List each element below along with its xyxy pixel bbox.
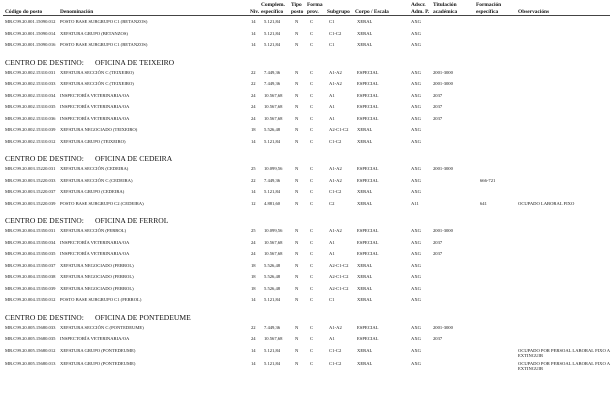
table-row — [0, 263, 614, 273]
cell-comp: 10.567,68 — [264, 104, 283, 109]
cell-adscr: AXG — [411, 239, 421, 245]
header-observacions: Observacións — [518, 9, 550, 15]
cell-level: 14 — [251, 30, 256, 36]
cell-comp: 10.099,56 — [264, 166, 283, 171]
cell-subgrupo: C1 — [329, 42, 335, 47]
cell-forma: C — [310, 285, 314, 291]
cell-name: XEFATURA SECCIÓN (CEDEIRA) — [60, 166, 129, 171]
header-name: Denominación — [60, 9, 94, 15]
table-row — [0, 42, 614, 52]
header-titulacion: académica — [433, 9, 458, 15]
cell-level: 22 — [251, 81, 256, 86]
cell-subgrupo: C1-C2 — [329, 189, 342, 194]
cell-tipo: N — [295, 297, 299, 302]
cell-code: MR.C99.20.003.15220.039 — [5, 200, 56, 206]
cell-name: XEFATURA NEGOCIADO (FERROL) — [60, 262, 134, 268]
cell-corpo: XERAL — [357, 200, 373, 206]
table-row — [0, 70, 614, 80]
cell-tipo: N — [295, 42, 299, 47]
oficina-name: OFICINA DE CEDEIRA — [95, 154, 173, 163]
cell-name: XEFATURA GRUPO (PONTEDEUME) — [60, 347, 136, 353]
header-adscr-top: Adscr. — [411, 2, 426, 8]
cell-comp: 5.526,48 — [264, 127, 281, 132]
cell-titulacion: 2001-3000 — [433, 228, 453, 233]
cell-tipo: N — [295, 127, 299, 132]
cell-corpo: ESPECIAL — [357, 228, 379, 233]
cell-name: POSTO BASE SUBGRUPO C1 (BETANZOS) — [60, 19, 148, 24]
cell-titulacion: 2001-3000 — [433, 166, 453, 171]
table-row — [0, 127, 614, 137]
cell-corpo: XERAL — [357, 30, 373, 36]
cell-level: 24 — [251, 336, 256, 341]
cell-corpo: ESPECIAL — [357, 81, 379, 86]
table-row — [0, 189, 614, 199]
cell-titulacion: 2037 — [433, 251, 443, 256]
cell-tipo: N — [295, 200, 299, 206]
cell-comp: 10.567,68 — [264, 336, 283, 341]
header-comp: específico — [261, 9, 284, 15]
cell-tipo: N — [295, 251, 299, 256]
cell-comp: 7.449,36 — [264, 69, 281, 75]
cell-corpo: ESPECIAL — [357, 115, 379, 121]
table-row — [0, 19, 614, 29]
table-row — [0, 31, 614, 41]
cell-code: MR.C99.20.002.15310.039 — [5, 127, 56, 132]
cell-obs: OCUPADO LABORAL FIXO — [518, 200, 575, 206]
centro-label: CENTRO DE DESTINO: — [5, 57, 84, 67]
centro-de-destino-heading — [5, 58, 605, 68]
table-row — [0, 336, 614, 346]
cell-subgrupo: C1-C2 — [329, 138, 342, 144]
cell-adscr: AXG — [411, 336, 421, 341]
cell-adscr: AXG — [411, 189, 421, 194]
cell-level: 14 — [251, 138, 256, 144]
cell-code: MR.C99.20.003.15220.033 — [5, 177, 56, 183]
cell-comp: 5.121,84 — [264, 19, 281, 24]
header-corpo: Corpo / Escala — [355, 9, 389, 15]
cell-subgrupo: A1 — [329, 104, 335, 109]
cell-tipo: N — [295, 360, 299, 366]
table-row — [0, 81, 614, 91]
header-rule — [3, 15, 610, 16]
cell-comp: 4.881,60 — [264, 200, 281, 206]
centro-label: CENTRO DE DESTINO: — [5, 154, 84, 163]
cell-name: XEFATURA NEGOCIADO (FERROL) — [60, 274, 134, 279]
cell-code: MR.C99.20.002.15310.033 — [5, 81, 56, 86]
cell-corpo: ESPECIAL — [357, 69, 379, 75]
cell-level: 14 — [251, 360, 256, 366]
cell-level: 14 — [251, 19, 256, 24]
header-formacion: específica — [476, 9, 499, 15]
cell-code: MR.C99.20.004.15350.037 — [5, 262, 56, 268]
cell-adscr: AXG — [411, 262, 421, 268]
cell-tipo: N — [295, 166, 299, 171]
cell-titulacion: 2037 — [433, 92, 443, 98]
cell-corpo: ESPECIAL — [357, 166, 379, 171]
cell-forma: C — [310, 228, 314, 233]
cell-tipo: N — [295, 92, 299, 98]
cell-forma: C — [310, 262, 314, 268]
cell-code: MR.C99.20.004.15350.035 — [5, 251, 56, 256]
cell-subgrupo: A1 — [329, 239, 335, 245]
cell-tipo: N — [295, 19, 299, 24]
table-row — [0, 93, 614, 103]
cell-titulacion: 2037 — [433, 115, 443, 121]
table-row — [0, 274, 614, 284]
table-row — [0, 361, 614, 371]
cell-subgrupo: C2 — [329, 200, 335, 206]
centro-de-destino-heading — [5, 154, 605, 164]
cell-obs: OCUPADO POR PERSOAL LABORAL FIXO A EXTINGUIR — [518, 347, 610, 358]
cell-corpo: ESPECIAL — [357, 336, 379, 341]
cell-level: 12 — [251, 200, 256, 206]
cell-subgrupo: A1-A2 — [329, 177, 342, 183]
cell-code: MR.C99.20.002.15310.034 — [5, 92, 56, 98]
cell-level: 18 — [251, 262, 256, 268]
cell-obs: OCUPADO POR PERSOAL LABORAL FIXO A EXTINGUIR — [518, 360, 610, 371]
cell-code: MR.C99.20.005.15680.013 — [5, 360, 56, 366]
cell-tipo: N — [295, 274, 299, 279]
header-comp-top: Complem. — [261, 2, 285, 8]
cell-name: INSPECTORÍA VETERINARIA/OA — [60, 104, 130, 109]
cell-forma: C — [310, 69, 314, 75]
cell-corpo: ESPECIAL — [357, 104, 379, 109]
cell-adscr: AXG — [411, 166, 421, 171]
cell-level: 24 — [251, 115, 256, 121]
cell-corpo: XERAL — [357, 19, 373, 24]
table-row — [0, 286, 614, 296]
cell-adscr: AXG — [411, 104, 421, 109]
cell-forma: C — [310, 200, 314, 206]
cell-name: XEFATURA SECCIÓN C (PONTEDEUME) — [60, 324, 144, 330]
cell-level: 14 — [251, 347, 256, 353]
cell-adscr: AXG — [411, 92, 421, 98]
cell-adscr: AXG — [411, 19, 421, 24]
cell-tipo: N — [295, 324, 299, 330]
cell-subgrupo: A2-C1-C2 — [329, 127, 349, 132]
cell-formacion: 641 — [480, 200, 487, 206]
cell-adscr: AXG — [411, 228, 421, 233]
cell-level: 24 — [251, 92, 256, 98]
cell-corpo: XERAL — [357, 138, 373, 144]
cell-name: INSPECTORÍA VETERINARIA/OA — [60, 239, 130, 245]
cell-formacion: 666-721 — [480, 177, 496, 183]
cell-name: POSTO BASE SUBGRUPO C1 (BETANZOS) — [60, 42, 148, 47]
cell-titulacion: 2037 — [433, 336, 443, 341]
cell-name: XEFATURA SECCIÓN C (CEDEIRA) — [60, 177, 133, 183]
table-row — [0, 325, 614, 335]
cell-forma: C — [310, 251, 314, 256]
header-level: Niv. — [250, 9, 260, 15]
cell-subgrupo: A1-A2 — [329, 69, 342, 75]
cell-code: MR.C99.20.002.15310.031 — [5, 69, 56, 75]
cell-level: 14 — [251, 42, 256, 47]
cell-level: 24 — [251, 104, 256, 109]
table-row — [0, 178, 614, 188]
cell-subgrupo: A1 — [329, 115, 335, 121]
cell-subgrupo: A1-A2 — [329, 81, 342, 86]
centro-label: CENTRO DE DESTINO: — [5, 312, 84, 322]
table-row — [0, 104, 614, 114]
cell-comp: 5.121,84 — [264, 347, 281, 353]
cell-name: XEFATURA NEGOCIADO (TEIXEIRO) — [60, 127, 138, 132]
cell-adscr: AXG — [411, 30, 421, 36]
table-row — [0, 166, 614, 176]
table-row — [0, 297, 614, 307]
table-row — [0, 116, 614, 126]
cell-forma: C — [310, 336, 314, 341]
cell-corpo: ESPECIAL — [357, 92, 379, 98]
cell-subgrupo: A1 — [329, 336, 335, 341]
cell-forma: C — [310, 81, 314, 86]
header-tipo-top: Tipo — [291, 2, 302, 8]
cell-tipo: N — [295, 177, 299, 183]
cell-adscr: AXG — [411, 297, 421, 302]
header-adscr: Adm. P. — [411, 9, 430, 15]
cell-comp: 5.526,48 — [264, 262, 281, 268]
cell-corpo: XERAL — [357, 189, 373, 194]
cell-adscr: AXG — [411, 274, 421, 279]
cell-level: 22 — [251, 69, 256, 75]
cell-corpo: XERAL — [357, 297, 373, 302]
cell-name: POSTO BASE SUBGRUPO C2 (CEDEIRA) — [60, 200, 144, 206]
oficina-name: OFICINA DE FERROL — [95, 216, 169, 225]
cell-forma: C — [310, 239, 314, 245]
cell-level: 22 — [251, 324, 256, 330]
cell-code: MR.C99.20.004.15350.038 — [5, 274, 56, 279]
cell-forma: C — [310, 127, 314, 132]
cell-tipo: N — [295, 81, 299, 86]
cell-forma: C — [310, 274, 314, 279]
cell-comp: 10.567,68 — [264, 251, 283, 256]
oficina-name: OFICINA DE TEIXEIRO — [95, 57, 175, 67]
cell-comp: 5.121,84 — [264, 189, 281, 194]
cell-code: MR.C99.20.002.15310.036 — [5, 115, 56, 121]
cell-comp: 10.567,68 — [264, 115, 283, 121]
cell-tipo: N — [295, 104, 299, 109]
cell-name: POSTO BASE SUBGRUPO C1 (FERROL) — [60, 297, 142, 302]
cell-adscr: AXG — [411, 285, 421, 291]
cell-forma: C — [310, 360, 314, 366]
cell-subgrupo: C1-C2 — [329, 360, 342, 366]
cell-adscr: AXG — [411, 324, 421, 330]
cell-adscr: AXG — [411, 138, 421, 144]
cell-tipo: N — [295, 189, 299, 194]
cell-level: 18 — [251, 127, 256, 132]
cell-tipo: N — [295, 115, 299, 121]
cell-name: XEFATURA GRUPO (BETANZOS) — [60, 30, 128, 36]
cell-tipo: N — [295, 69, 299, 75]
centro-label: CENTRO DE DESTINO: — [5, 216, 84, 225]
cell-corpo: ESPECIAL — [357, 324, 379, 330]
cell-corpo: ESPECIAL — [357, 251, 379, 256]
cell-forma: C — [310, 115, 314, 121]
cell-code: MR.C99.20.005.15680.033 — [5, 324, 56, 330]
table-row — [0, 240, 614, 250]
cell-corpo: XERAL — [357, 285, 373, 291]
centro-de-destino-heading — [5, 216, 605, 226]
cell-titulacion: 2001-3000 — [433, 81, 453, 86]
cell-subgrupo: A2-C1-C2 — [329, 285, 349, 291]
cell-level: 18 — [251, 274, 256, 279]
cell-comp: 10.099,56 — [264, 228, 283, 233]
cell-code: MR.C99.20.005.15680.012 — [5, 347, 56, 353]
cell-code: MR.C99.20.003.15220.031 — [5, 166, 56, 171]
cell-adscr: AXG — [411, 42, 421, 47]
cell-comp: 5.526,48 — [264, 274, 281, 279]
cell-corpo: XERAL — [357, 42, 373, 47]
cell-adscr: AXG — [411, 347, 421, 353]
cell-code: MR.C99.20.001.15090.016 — [5, 42, 56, 47]
cell-code: MR.C99.20.005.15680.035 — [5, 336, 56, 341]
cell-tipo: N — [295, 239, 299, 245]
cell-tipo: N — [295, 262, 299, 268]
table-row — [0, 251, 614, 261]
cell-forma: C — [310, 19, 314, 24]
cell-subgrupo: C1-C2 — [329, 30, 342, 36]
cell-comp: 7.449,36 — [264, 81, 281, 86]
cell-corpo: ESPECIAL — [357, 239, 379, 245]
cell-forma: C — [310, 104, 314, 109]
cell-subgrupo: A2-C1-C2 — [329, 262, 349, 268]
cell-name: INSPECTORÍA VETERINARIA/OA — [60, 92, 130, 98]
cell-comp: 5.121,84 — [264, 138, 281, 144]
cell-subgrupo: C1 — [329, 19, 335, 24]
cell-forma: C — [310, 92, 314, 98]
cell-name: XEFATURA SECCIÓN C (TEIXEIRO) — [60, 81, 134, 86]
cell-subgrupo: A1 — [329, 251, 335, 256]
cell-subgrupo: C1-C2 — [329, 347, 342, 353]
cell-tipo: N — [295, 30, 299, 36]
cell-name: XEFATURA NEGOCIADO (FERROL) — [60, 285, 134, 291]
cell-level: 25 — [251, 228, 256, 233]
cell-code: MR.C99.20.004.15350.039 — [5, 285, 56, 291]
oficina-name: OFICINA DE PONTEDEUME — [95, 312, 191, 322]
cell-adscr: AXG — [411, 251, 421, 256]
cell-comp: 5.121,84 — [264, 297, 281, 302]
cell-corpo: XERAL — [357, 262, 373, 268]
header-code: Código do posto — [5, 9, 43, 15]
cell-corpo: XERAL — [357, 274, 373, 279]
cell-name: XEFATURA SECCIÓN C (TEIXEIRO) — [60, 69, 134, 75]
cell-code: MR.C99.20.002.15310.035 — [5, 104, 56, 109]
cell-forma: C — [310, 189, 314, 194]
table-row — [0, 139, 614, 149]
cell-tipo: N — [295, 347, 299, 353]
cell-titulacion: 2001-3000 — [433, 324, 453, 330]
cell-forma: C — [310, 42, 314, 47]
cell-comp: 7.449,36 — [264, 324, 281, 330]
cell-comp: 10.567,68 — [264, 92, 283, 98]
cell-subgrupo: A1 — [329, 92, 335, 98]
cell-corpo: XERAL — [357, 127, 373, 132]
cell-corpo: XERAL — [357, 347, 373, 353]
header-tipo: posto — [291, 9, 304, 15]
cell-forma: C — [310, 297, 314, 302]
centro-de-destino-heading — [5, 313, 605, 323]
cell-comp: 7.449,36 — [264, 177, 281, 183]
cell-code: MR.C99.20.004.15350.012 — [5, 297, 56, 302]
cell-level: 24 — [251, 251, 256, 256]
cell-code: MR.C99.20.001.15090.014 — [5, 30, 56, 36]
cell-subgrupo: A1-A2 — [329, 228, 342, 233]
cell-subgrupo: C1 — [329, 297, 335, 302]
cell-name: XEFATURA GRUPO (CEDEIRA) — [60, 189, 125, 194]
cell-level: 25 — [251, 166, 256, 171]
cell-level: 14 — [251, 297, 256, 302]
header-titulacion-top: Titulación — [433, 2, 457, 8]
cell-adscr: AXG — [411, 81, 421, 86]
cell-name: INSPECTORÍA VETERINARIA/OA — [60, 115, 130, 121]
cell-code: MR.C99.20.004.15350.034 — [5, 239, 56, 245]
header-subgrupo: Subgrupo — [327, 9, 350, 15]
cell-name: INSPECTORÍA VETERINARIA/OA — [60, 251, 130, 256]
cell-tipo: N — [295, 285, 299, 291]
cell-forma: C — [310, 324, 314, 330]
cell-adscr: AXG — [411, 115, 421, 121]
cell-tipo: N — [295, 336, 299, 341]
header-formacion-top: Formación — [476, 2, 502, 8]
cell-code: MR.C99.20.004.15350.031 — [5, 228, 56, 233]
cell-level: 22 — [251, 177, 256, 183]
cell-name: XEFATURA GRUPO (TEIXEIRO) — [60, 138, 126, 144]
cell-level: 24 — [251, 239, 256, 245]
cell-forma: C — [310, 347, 314, 353]
cell-subgrupo: A2-C1-C2 — [329, 274, 349, 279]
cell-forma: C — [310, 177, 314, 183]
cell-adscr: AXG — [411, 69, 421, 75]
cell-titulacion: 2037 — [433, 239, 443, 245]
header-forma-top: Forma — [307, 2, 323, 8]
cell-subgrupo: A1-A2 — [329, 324, 342, 330]
cell-adscr: A11 — [411, 200, 419, 206]
cell-code: MR.C99.20.002.15310.012 — [5, 138, 56, 144]
cell-subgrupo: A1-A2 — [329, 166, 342, 171]
cell-comp: 10.567,68 — [264, 239, 283, 245]
table-row — [0, 228, 614, 238]
cell-comp: 5.526,48 — [264, 285, 281, 291]
cell-tipo: N — [295, 138, 299, 144]
cell-level: 14 — [251, 189, 256, 194]
table-row — [0, 201, 614, 211]
cell-corpo: XERAL — [357, 360, 373, 366]
cell-forma: C — [310, 138, 314, 144]
cell-comp: 5.121,84 — [264, 30, 281, 36]
cell-name: XEFATURA SECCIÓN (FERROL) — [60, 228, 127, 233]
cell-corpo: ESPECIAL — [357, 177, 379, 183]
cell-code: MR.C99.20.003.15220.037 — [5, 189, 56, 194]
cell-adscr: AXG — [411, 127, 421, 132]
cell-titulacion: 2001-3000 — [433, 69, 453, 75]
cell-titulacion: 2037 — [433, 104, 443, 109]
cell-comp: 5.121,84 — [264, 360, 281, 366]
cell-tipo: N — [295, 228, 299, 233]
cell-name: INSPECTORÍA VETERINARIA/OA — [60, 336, 130, 341]
table-row — [0, 348, 614, 358]
cell-code: MR.C99.20.001.15090.012 — [5, 19, 56, 24]
cell-level: 18 — [251, 285, 256, 291]
cell-forma: C — [310, 30, 314, 36]
header-forma: prov. — [307, 9, 319, 15]
cell-forma: C — [310, 166, 314, 171]
cell-adscr: AXG — [411, 360, 421, 366]
cell-name: XEFATURA GRUPO (PONTEDEUME) — [60, 360, 136, 366]
cell-comp: 5.121,84 — [264, 42, 281, 47]
cell-adscr: AXG — [411, 177, 421, 183]
